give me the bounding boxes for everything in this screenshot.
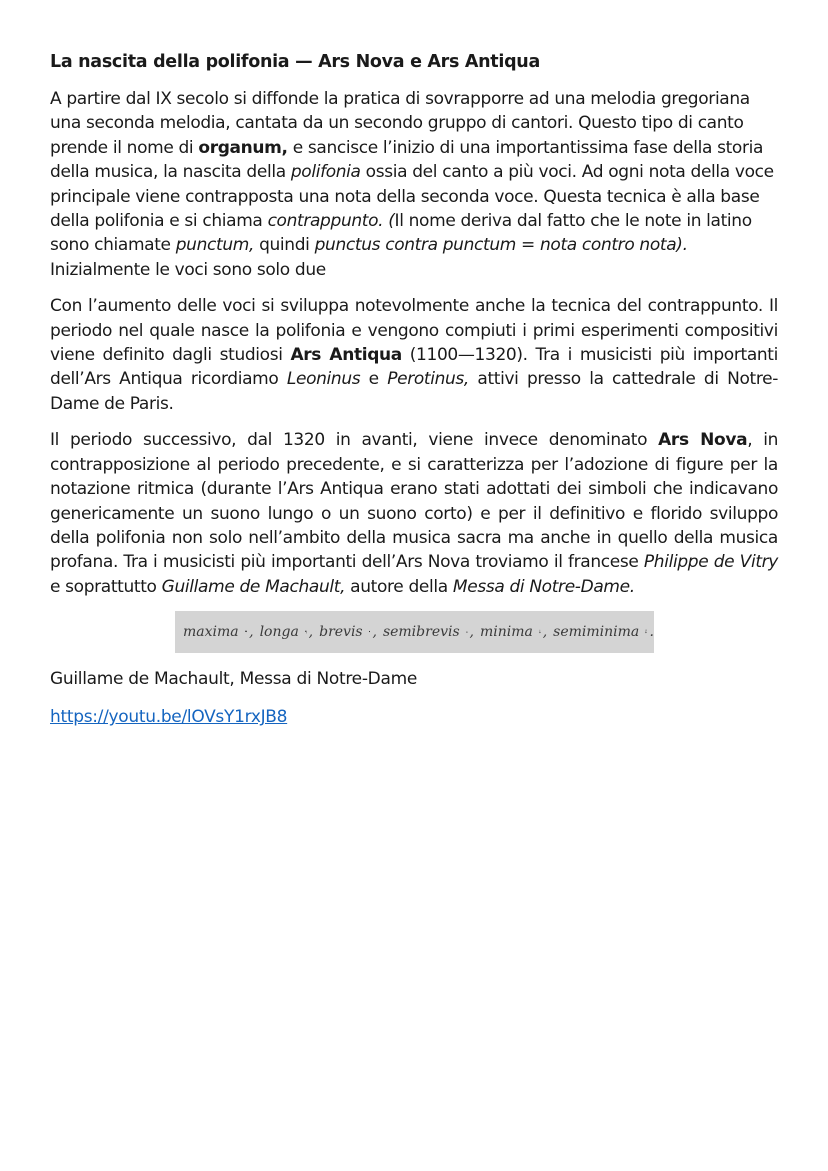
label-semibrevis: semibrevis [382, 624, 460, 641]
note-values-figure [175, 611, 654, 653]
label-longa: longa [259, 624, 299, 641]
text-span: A partire dal IX secolo si diffonde la pratica di sovrapporre ad una melodia gregoriana una seconda melodia, cantata da un secondo gruppo di cantori. Questo tipo di canto prende il nome di [50, 89, 750, 158]
label-minima: minima [479, 624, 533, 641]
text-span: Il periodo successivo, dal 1320 in avanti, viene invece denominato [50, 430, 659, 451]
text-span: Inizialmente le voci sono solo due [50, 259, 326, 280]
bold-term-ars-antiqua: Ars Antiqua [290, 345, 402, 366]
separator: , [372, 624, 377, 641]
longa-note-icon [305, 623, 307, 641]
video-caption: Guillame de Machault, Messa di Notre-Dame [50, 669, 418, 690]
brevis-note-icon [369, 623, 371, 641]
italic-term-contrappunto: contrappunto. ( [267, 211, 395, 232]
italic-term-polifonia: polifonia [290, 162, 361, 183]
text-span: autore della [345, 576, 453, 597]
separator: , [542, 624, 548, 641]
paragraph-organum [50, 87, 778, 282]
text-span: Il nome deriva dal fatto che le note in latino sono chiamate [50, 211, 752, 256]
label-maxima: maxima [183, 624, 239, 641]
maxima-note-icon [245, 623, 247, 641]
text-span: e sancisce l’inizio di una importantissima fase della storia della musica, la nascita della [50, 137, 764, 183]
text-span: e [360, 369, 388, 390]
italic-term-punctum: punctum, [175, 235, 255, 256]
final-period: . [649, 624, 654, 641]
text-span: (1100—1320). Tra i musicisti più importanti dell’Ars Antiqua ricordiamo [50, 345, 778, 390]
separator: , [308, 624, 314, 641]
italic-term-machault: Guillame de Machault, [161, 576, 346, 597]
italic-term-messa: Messa di Notre-Dame. [452, 576, 635, 597]
separator: , [469, 624, 474, 641]
text-span: e soprattutto [50, 576, 162, 597]
semiminima-note-icon [645, 620, 647, 644]
document-content [50, 50, 778, 729]
text-span: Con l’aumento delle voci si sviluppa notevolmente anche la tecnica del contrappunto. Il periodo nel quale nasce la polifonia e vengono compiuti i primi esperimenti compositivi viene definito dagli studiosi [50, 296, 778, 366]
text-span: ossia del canto a più voci. Ad ogni nota della voce principale viene contrapposta una nota della seconda voce. Questa tecnica è alla base della polifonia e si chiama [50, 162, 774, 232]
italic-term-perotinus: Perotinus, [387, 369, 469, 390]
paragraph-ars-antiqua [50, 294, 778, 416]
italic-term-vitry: Philippe de Vitry [643, 552, 778, 573]
paragraph-ars-nova [50, 428, 778, 599]
label-brevis: brevis [319, 624, 363, 641]
separator: , [249, 624, 254, 641]
bold-term-ars-nova: Ars Nova [658, 430, 748, 451]
italic-term-punctus: punctus contra punctum = nota contro nota). [314, 235, 688, 256]
text-span: quindi [254, 235, 315, 256]
text-span: , in contrapposizione al periodo precedente, e si caratterizza per l’adozione di figure per la notazione ritmica (durante l’Ars Antiqua erano stati adottati dei simboli che indicavano genericamente un suono lungo o un suono corto) e per il definitivo e florido sviluppo della polifonia non solo nell’ambito della musica sacra ma anche in quello della musica profana. Tra i musicisti più importanti dell’Ars Nova troviamo il francese [50, 430, 778, 573]
semibrevis-note-icon [466, 623, 468, 641]
italic-term-leoninus: Leoninus [286, 369, 361, 390]
label-semiminima: semiminima [553, 624, 640, 641]
page-title: La nascita della polifonia — Ars Nova e Ars Antiqua [50, 52, 540, 72]
minima-note-icon [539, 621, 541, 643]
youtube-link[interactable]: https://youtu.be/lOVsY1rxJB8 [50, 707, 288, 728]
text-span: attivi presso la cattedrale di Notre-Dame de Paris. [50, 369, 778, 414]
bold-term-organum: organum, [198, 137, 288, 158]
